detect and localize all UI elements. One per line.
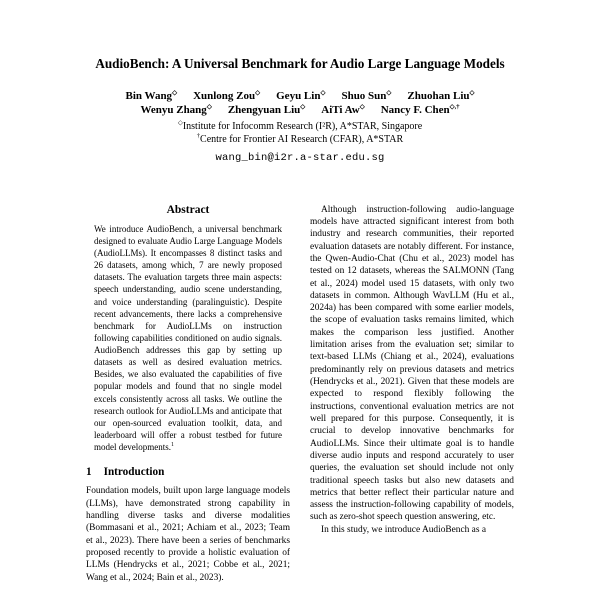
author-affiliation-marker: ◇ bbox=[255, 88, 261, 96]
left-column bbox=[86, 204, 290, 584]
affiliations-block bbox=[86, 120, 514, 146]
introduction-paragraph: Foundation models, built upon large language models (LLMs), have demonstrated strong capability in handling diverse tasks and diverse modalities (Bommasani et al., 2021; Achiam et al., 2023; Team et al., 2023). There have been a series of benchmarks proposed recently to provide a holistic evaluation of LLMs (Hendrycks et al., 2021; Cobbe et al., 2021; Wang et al., 2024; Bain et al., 2023). bbox=[86, 486, 290, 583]
right-column bbox=[310, 204, 514, 584]
authors-block bbox=[86, 89, 514, 117]
author-name: Zhuohan Liu◇ bbox=[407, 88, 475, 102]
author-affiliation-marker: ◇ bbox=[359, 102, 365, 110]
paper-title: AudioBench: A Universal Benchmark for Audio Large Language Models bbox=[95, 56, 505, 71]
author-name: Xunlong Zou◇ bbox=[193, 88, 261, 102]
author-affiliation-marker: ◇ bbox=[300, 102, 306, 110]
section-1-number: 1 bbox=[86, 466, 92, 479]
author-affiliation-marker: ◇ bbox=[469, 88, 475, 96]
author-line-1 bbox=[86, 89, 514, 103]
contact-email: wang_bin@i2r.a-star.edu.sg bbox=[215, 151, 385, 164]
abstract-heading: Abstract bbox=[166, 203, 210, 216]
affiliation-2 bbox=[86, 133, 514, 146]
author-affiliation-marker: ◇,† bbox=[449, 102, 460, 110]
affiliation-1-text: Institute for Infocomm Research (I²R), A*STAR, Singapore bbox=[182, 120, 423, 132]
two-column-body bbox=[86, 204, 514, 584]
author-affiliation-marker: ◇ bbox=[172, 88, 178, 96]
section-1-title: Introduction bbox=[103, 466, 165, 479]
affiliation-2-text: Centre for Frontier AI Research (CFAR), A*STAR bbox=[200, 133, 404, 145]
affiliation-2-marker: † bbox=[196, 132, 201, 140]
right-column-paragraph-1: Although instruction-following audio-language models have attracted significant interest from both industry and research communities, their reported evaluation datasets are notably different. For instance, the Qwen-Audio-Chat (Chu et al., 2023) model has tested on 12 datasets, whereas the SALMONN (Tang et al., 2024) model used 15 datasets, with only two datasets in common. Although WavLLM (Hu et al., 2024a) has been compared with some earlier models, the scope of evaluation tasks remains limited, which makes the comparison less justified. Another limitation arises from the evaluation set; similar to text-based LLMs (Chiang et al., 2024), evaluations predominantly rely on previous datasets and metrics (Hendrycks et al., 2021). Given that these models are expected to respond flexibly following the instructions, conventional evaluation metrics are not well prepared for this purpose. Consequently, it is crucial to develop innovative benchmarks for AudioLLMs. Since their ultimate goal is to handle diverse audio inputs and respond accurately to user queries, the evaluation set should include not only traditional speech tasks but also new datasets and metrics that better reflect their particular nature and assess the instruction-following capability of models, such as zero-shot speech question answering, etc. bbox=[310, 204, 514, 523]
author-affiliation-marker: ◇ bbox=[206, 102, 212, 110]
affiliation-1-marker: ◇ bbox=[177, 119, 183, 127]
author-name: AiTi Aw◇ bbox=[321, 102, 365, 116]
author-name: Bin Wang◇ bbox=[125, 88, 178, 102]
author-name: Shuo Sun◇ bbox=[341, 88, 392, 102]
abstract-paragraph bbox=[94, 223, 282, 454]
footnote-marker: 1 bbox=[170, 442, 174, 449]
section-1-heading bbox=[86, 466, 290, 478]
author-name: Wenyu Zhang◇ bbox=[140, 102, 212, 116]
author-name: Geyu Lin◇ bbox=[276, 88, 326, 102]
affiliation-1 bbox=[86, 120, 514, 133]
author-name: Nancy F. Chen◇,† bbox=[380, 102, 460, 116]
right-column-paragraph-2: In this study, we introduce AudioBench as a bbox=[321, 524, 486, 535]
author-affiliation-marker: ◇ bbox=[386, 88, 392, 96]
author-name: Zhengyuan Liu◇ bbox=[227, 102, 306, 116]
author-affiliation-marker: ◇ bbox=[320, 88, 326, 96]
abstract-text: We introduce AudioBench, a universal benchmark designed to evaluate Audio Large Language Models (AudioLLMs). It encompasses 8 distinct tasks and 26 datasets, among which, 7 are newly proposed datasets. The evaluation targets three main aspects: speech understanding, audio scene understanding, and voice understanding (paralinguistic). Despite recent advancements, there lacks a comprehensive benchmark for AudioLLMs on instruction following capabilities conditioned on audio signals. AudioBench addresses this gap by setting up datasets as well as desired evaluation metrics. Besides, we also evaluated the capabilities of five popular models and found that no single model excels consistently across all tasks. We outline the research outlook for AudioLLMs and anticipate that our open-sourced evaluation toolkit, data, and leaderboard will offer a robust testbed for future model developments. bbox=[94, 223, 282, 453]
author-line-2 bbox=[86, 103, 514, 117]
